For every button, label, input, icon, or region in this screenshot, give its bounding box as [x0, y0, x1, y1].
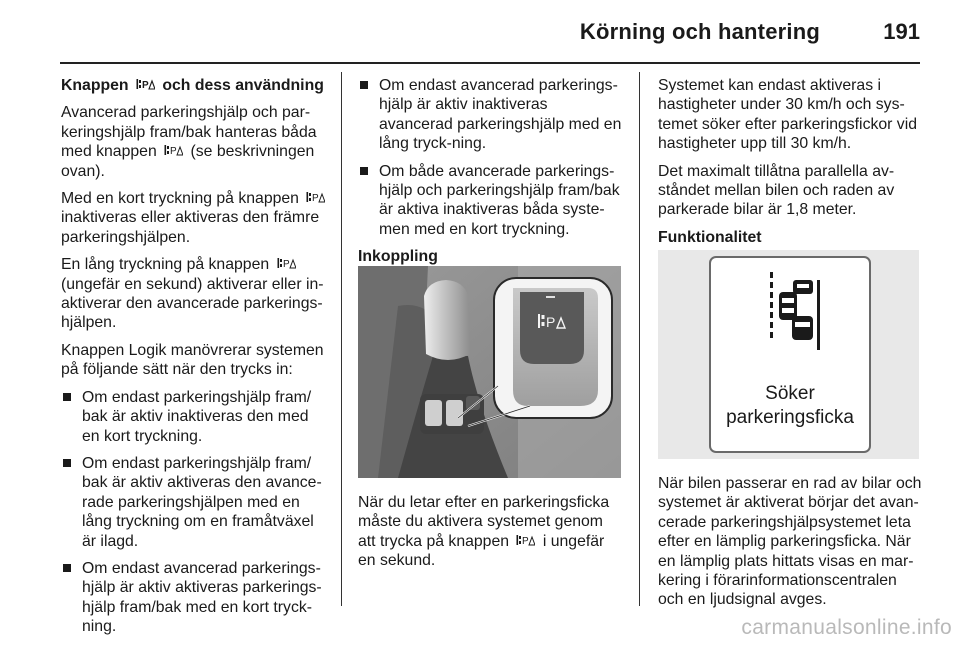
list-item [358, 162, 624, 240]
svg-text:P: P [522, 535, 530, 546]
paragraph-text: En lång tryckning på knappen [61, 256, 270, 274]
page-number: 191 [883, 19, 920, 44]
paragraph-text: i ungefär en sekund. [358, 532, 605, 570]
park-assist-icon [136, 78, 155, 90]
column-2-lower [358, 493, 624, 579]
paragraph: Systemet kan endast aktiveras i hastigheter under 30 km/h och sys-temet söker efter parkeringsfickor vid hastigheter upp till 30 km/h. [658, 77, 917, 153]
paragraph-text: Med en kort tryckning på knappen [61, 190, 299, 208]
list-item [61, 454, 329, 551]
column-2 [358, 76, 624, 275]
paragraph [61, 103, 329, 181]
bullet-list [61, 388, 329, 637]
display-text-line2: parkeringsficka [726, 407, 854, 428]
svg-text:P: P [546, 314, 556, 330]
console-photo-figure [358, 266, 621, 478]
display-text-line1: Söker [765, 383, 815, 404]
park-assist-icon [164, 144, 183, 156]
paragraph-text: inaktiveras eller aktiveras den främre parkeringshjälpen. [61, 209, 320, 246]
park-assist-icon [306, 191, 325, 203]
paragraph: Det maximalt tillåtna parallella av-ståndet mellan bilen och raden av parkerade bilar är 1,8 meter. [658, 162, 895, 219]
square-bullet-icon [63, 459, 71, 467]
paragraph-text: När du letar efter en parkeringsficka måste du aktivera systemet genom att trycka på knappen [358, 494, 610, 550]
svg-text:P: P [282, 259, 290, 270]
svg-text:P: P [312, 193, 320, 204]
list-item-text: Om endast parkeringshjälp fram/ bak är aktiv inaktiveras den med en kort tryckning. [82, 388, 312, 445]
bullet-list [358, 76, 624, 239]
list-item-text: Om endast avancerad parkerings-hjälp är aktiv inaktiveras avancerad parkeringshjälp med en lång tryck-ning. [379, 77, 622, 153]
list-item [358, 76, 624, 154]
column-divider-1 [341, 72, 342, 606]
column-1 [61, 76, 329, 645]
section-subheading: Funktionalitet [658, 228, 762, 246]
square-bullet-icon [63, 393, 71, 401]
paragraph-text: (se beskrivningen ovan). [61, 143, 315, 180]
list-item-text: Om endast avancerad parkerings-hjälp är aktiv aktiveras parkerings-hjälp fram/bak med en kort tryck-ning. [82, 559, 322, 636]
paragraph [358, 493, 624, 571]
paragraph [61, 189, 329, 247]
list-item [61, 559, 329, 637]
section-heading [61, 76, 329, 95]
driver-info-display-figure [658, 250, 919, 459]
paragraph-text: (ungefär en sekund) aktiverar eller in-aktiverar den avancerade parkerings-hjälpen. [61, 275, 324, 332]
heading-text-pre: Knappen [61, 77, 129, 94]
page-title: Körning och hantering [579, 19, 820, 44]
column-3 [658, 76, 926, 255]
paragraph: När bilen passerar en rad av bilar och systemet är aktiverat börjar det avan-cerade parkeringshjälpsystemet leta efter en lämplig parkeringsficka. När en lämplig plats hittats visas en mar-kering i förarinformationscentralen och en ljudsignal avges. [658, 475, 922, 609]
column-divider-2 [639, 72, 640, 606]
square-bullet-icon [360, 167, 368, 175]
column-3-lower [658, 474, 926, 618]
paragraph [61, 255, 329, 333]
park-assist-icon [277, 257, 296, 269]
list-item-text: Om både avancerade parkerings-hjälp och parkeringshjälp fram/bak är aktiva inaktiveras båda syste-men med en kort tryckning. [379, 162, 620, 238]
square-bullet-icon [360, 81, 368, 89]
list-item-text: Om endast parkeringshjälp fram/ bak är aktiv aktiveras den avance-rade parkeringshjälpen med en lång tryckning om en framåtväxel är ilagd. [82, 454, 322, 550]
svg-text:P: P [141, 80, 149, 90]
square-bullet-icon [63, 564, 71, 572]
paragraph: Knappen Logik manövrerar systemen på följande sätt när den trycks in: [61, 341, 324, 379]
paragraph-text: Avancerad parkeringshjälp och par-keringshjälp fram/bak hanteras båda med knappen [61, 104, 317, 161]
section-subheading: Inkoppling [358, 248, 438, 266]
header-rule [60, 62, 920, 64]
watermark: carmanualsonline.info [741, 616, 952, 639]
svg-text:P: P [170, 146, 177, 157]
heading-text-post: och dess användning [162, 77, 324, 94]
list-item [61, 388, 329, 446]
park-assist-icon [516, 534, 535, 546]
